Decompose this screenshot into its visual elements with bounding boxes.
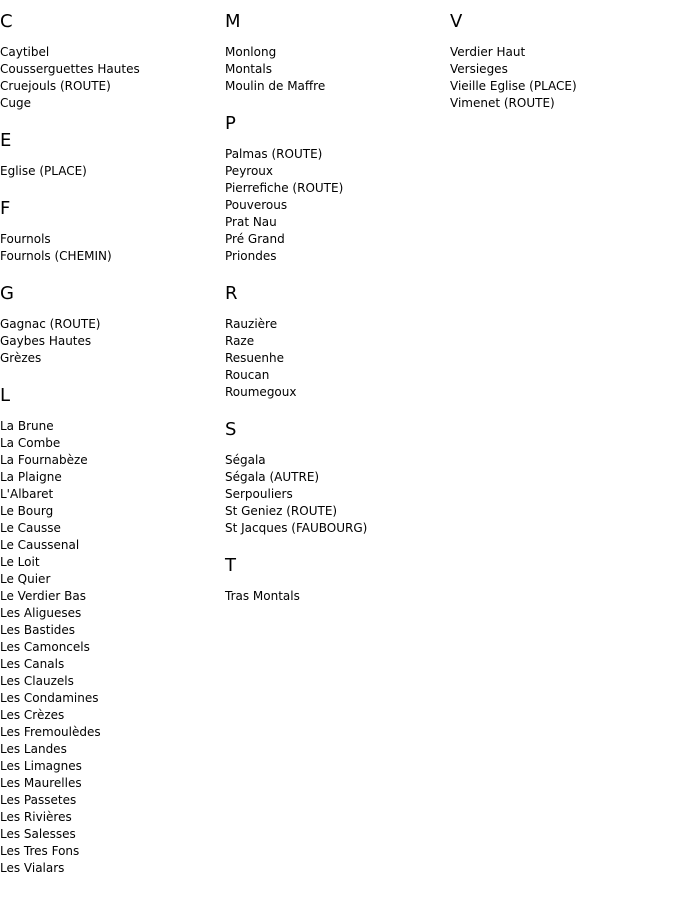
street-link[interactable]: Les Limagnes	[0, 759, 82, 773]
street-link[interactable]: La Plaigne	[0, 470, 62, 484]
street-link[interactable]: Cruejouls (ROUTE)	[0, 79, 111, 93]
street-link[interactable]: Ségala (AUTRE)	[225, 470, 320, 484]
street-link[interactable]: La Combe	[0, 436, 61, 450]
letter-heading: G	[0, 283, 14, 304]
letter-heading: L	[0, 385, 11, 406]
letter-group	[225, 282, 445, 401]
street-link[interactable]: Les Aligueses	[0, 606, 82, 620]
street-link[interactable]: Le Causse	[0, 521, 61, 535]
street-link[interactable]: Palmas (ROUTE)	[225, 147, 323, 161]
street-link[interactable]: Les Rivières	[0, 810, 72, 824]
letter-heading: E	[0, 130, 12, 151]
street-link[interactable]: La Brune	[0, 419, 54, 433]
letter-heading: T	[225, 555, 236, 576]
street-link[interactable]: Serpouliers	[225, 487, 293, 501]
letter-group	[0, 384, 220, 877]
letter-group	[225, 112, 445, 265]
street-list	[225, 452, 445, 537]
street-index-column-2	[225, 10, 445, 605]
street-link[interactable]: Gagnac (ROUTE)	[0, 317, 101, 331]
street-link[interactable]: Pierrefiche (ROUTE)	[225, 181, 344, 195]
street-link[interactable]: Le Loit	[0, 555, 40, 569]
letter-heading: P	[225, 113, 236, 134]
letter-heading: R	[225, 283, 238, 304]
street-link[interactable]: Les Maurelles	[0, 776, 82, 790]
street-index-column-1	[0, 10, 220, 877]
street-link[interactable]: St Jacques (FAUBOURG)	[225, 521, 368, 535]
letter-heading: M	[225, 11, 241, 32]
letter-group	[0, 197, 220, 265]
street-link[interactable]: Les Condamines	[0, 691, 99, 705]
street-link[interactable]: Roumegoux	[225, 385, 297, 399]
street-link[interactable]: Les Vialars	[0, 861, 65, 875]
letter-group	[450, 10, 670, 112]
street-link[interactable]: Cuge	[0, 96, 31, 110]
street-link[interactable]: Fournols (CHEMIN)	[0, 249, 112, 263]
street-link[interactable]: Le Caussenal	[0, 538, 80, 552]
street-list	[225, 44, 445, 95]
street-list	[0, 316, 220, 367]
street-link[interactable]: Peyroux	[225, 164, 274, 178]
street-link[interactable]: Moulin de Maffre	[225, 79, 326, 93]
street-link[interactable]: L'Albaret	[0, 487, 54, 501]
street-link[interactable]: Les Landes	[0, 742, 67, 756]
letter-heading: S	[225, 419, 237, 440]
street-link[interactable]: Montals	[225, 62, 272, 76]
street-list	[225, 588, 445, 605]
street-link[interactable]: La Fournabèze	[0, 453, 88, 467]
street-link[interactable]: Cousserguettes Hautes	[0, 62, 140, 76]
street-list	[0, 163, 220, 180]
street-index-column-3	[450, 10, 670, 112]
street-link[interactable]: Rauzière	[225, 317, 278, 331]
letter-group	[225, 418, 445, 537]
street-link[interactable]: Gaybes Hautes	[0, 334, 92, 348]
street-link[interactable]: Vimenet (ROUTE)	[450, 96, 555, 110]
street-link[interactable]: Les Salesses	[0, 827, 76, 841]
letter-group	[0, 282, 220, 367]
street-link[interactable]: Prat Nau	[225, 215, 277, 229]
letter-heading: C	[0, 11, 13, 32]
street-link[interactable]: Le Verdier Bas	[0, 589, 86, 603]
street-link[interactable]: Eglise (PLACE)	[0, 164, 87, 178]
street-link[interactable]: Ségala	[225, 453, 266, 467]
letter-heading: V	[450, 11, 463, 32]
street-link[interactable]: Priondes	[225, 249, 277, 263]
street-link[interactable]: Les Crèzes	[0, 708, 65, 722]
street-list	[0, 418, 220, 877]
letter-heading: F	[0, 198, 11, 219]
street-link[interactable]: St Geniez (ROUTE)	[225, 504, 338, 518]
street-link[interactable]: Grèzes	[0, 351, 42, 365]
street-list	[225, 316, 445, 401]
street-link[interactable]: Vieille Eglise (PLACE)	[450, 79, 577, 93]
street-link[interactable]: Les Passetes	[0, 793, 77, 807]
street-link[interactable]: Versieges	[450, 62, 508, 76]
letter-group	[0, 10, 220, 112]
street-link[interactable]: Raze	[225, 334, 255, 348]
street-list	[0, 231, 220, 265]
street-link[interactable]: Caytibel	[0, 45, 50, 59]
letter-group	[225, 10, 445, 95]
street-link[interactable]: Pouverous	[225, 198, 288, 212]
street-link[interactable]: Les Clauzels	[0, 674, 74, 688]
letter-group	[0, 129, 220, 180]
street-link[interactable]: Les Canals	[0, 657, 65, 671]
street-list	[225, 146, 445, 265]
street-list	[450, 44, 670, 112]
street-link[interactable]: Les Camoncels	[0, 640, 90, 654]
letter-group	[225, 554, 445, 605]
street-link[interactable]: Le Bourg	[0, 504, 54, 518]
street-link[interactable]: Les Fremoulèdes	[0, 725, 101, 739]
street-link[interactable]: Monlong	[225, 45, 277, 59]
street-link[interactable]: Fournols	[0, 232, 51, 246]
street-link[interactable]: Le Quier	[0, 572, 51, 586]
street-link[interactable]: Resuenhe	[225, 351, 285, 365]
street-link[interactable]: Pré Grand	[225, 232, 285, 246]
street-link[interactable]: Tras Montals	[225, 589, 300, 603]
street-link[interactable]: Verdier Haut	[450, 45, 526, 59]
street-list	[0, 44, 220, 112]
street-link[interactable]: Roucan	[225, 368, 270, 382]
street-link[interactable]: Les Bastides	[0, 623, 76, 637]
street-link[interactable]: Les Tres Fons	[0, 844, 80, 858]
